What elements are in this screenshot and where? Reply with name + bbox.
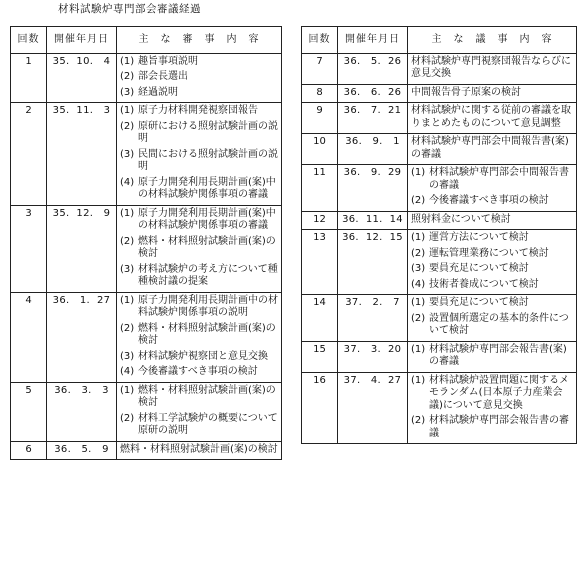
table-row	[11, 382, 282, 441]
meeting-date: 35. 12. 9	[47, 205, 117, 292]
table-header-row	[11, 27, 282, 54]
round-number: 1	[11, 53, 47, 103]
item-number: (3)	[411, 263, 426, 274]
item-number: (1)	[411, 297, 426, 308]
round-number: 5	[11, 382, 47, 441]
agenda-item	[120, 121, 278, 146]
item-text: 中間報告骨子原案の検討	[411, 86, 521, 98]
round-number: 2	[11, 103, 47, 206]
table-row	[302, 211, 577, 230]
agenda-item	[411, 167, 573, 192]
agenda-item	[120, 351, 278, 364]
item-text: 趣旨事項説明	[138, 55, 198, 67]
agenda-item	[411, 56, 573, 81]
agenda-item	[120, 56, 278, 69]
meeting-date: 36. 7. 21	[338, 103, 408, 134]
agenda-item	[411, 415, 573, 440]
table-row	[302, 165, 577, 212]
item-text: 原子力開発利用長期計画(案)中の材料試験炉関係事項の審議	[138, 207, 276, 231]
agenda-item	[120, 385, 278, 410]
agenda-item	[411, 214, 573, 227]
meeting-date: 37. 4. 27	[338, 372, 408, 444]
agenda-item	[411, 136, 573, 161]
item-text: 原子力開発利用長期計画中の材料試験炉関係事項の説明	[138, 294, 278, 318]
table-row	[302, 295, 577, 342]
item-text: 材料試験炉専門部会中間報告書(案)の審議	[411, 136, 569, 160]
item-number: (4)	[120, 176, 135, 188]
item-number: (2)	[120, 412, 135, 424]
agenda-item	[411, 313, 573, 338]
agenda-item	[120, 323, 278, 348]
meeting-date: 36. 11. 14	[338, 211, 408, 230]
agenda-item	[120, 71, 278, 84]
item-text: 運営方法について検討	[429, 232, 529, 243]
round-number: 9	[302, 103, 338, 134]
table-row	[11, 441, 282, 460]
agenda-item	[120, 87, 278, 100]
item-number: (1)	[411, 232, 426, 243]
item-number: (1)	[411, 374, 426, 386]
table-row	[302, 103, 577, 134]
agenda-items	[408, 103, 577, 134]
agenda-item	[411, 232, 573, 245]
table-row	[302, 134, 577, 165]
agenda-items	[117, 205, 282, 292]
agenda-items	[117, 382, 282, 441]
meeting-date: 36. 9. 1	[338, 134, 408, 165]
item-text: 材料試験炉の考え方について種種検討議の提案	[138, 263, 278, 287]
round-number: 16	[302, 372, 338, 444]
item-text: 材料試験炉専門部会報告書の審議	[429, 415, 569, 439]
agenda-item	[120, 236, 278, 261]
item-text: 燃料・材料照射試験計画(案)の検討	[138, 384, 276, 408]
agenda-item	[120, 413, 278, 438]
item-number: (2)	[120, 120, 135, 132]
round-number: 6	[11, 441, 47, 460]
item-number: (2)	[411, 312, 426, 324]
item-number: (2)	[411, 247, 426, 259]
round-number: 4	[11, 292, 47, 382]
item-text: 材料工学試験炉の概要について原研の説明	[138, 412, 278, 436]
agenda-item	[411, 297, 573, 310]
meeting-date: 35. 11. 3	[47, 103, 117, 206]
meeting-date: 36. 12. 15	[338, 230, 408, 295]
agenda-item	[120, 149, 278, 174]
agenda-items	[117, 292, 282, 382]
agenda-item	[120, 208, 278, 233]
item-text: 要員充足について検討	[429, 297, 529, 308]
item-text: 技術者養成について検討	[429, 278, 539, 290]
meeting-date: 36. 5. 9	[47, 441, 117, 460]
item-text: 材料試験炉視察団と意見交換	[138, 350, 268, 362]
meeting-date: 36. 6. 26	[338, 84, 408, 103]
item-text: 燃料・材料照射試験計画(案)の検討	[138, 322, 276, 346]
round-number: 14	[302, 295, 338, 342]
table-row	[11, 53, 282, 103]
header-round: 回数	[302, 27, 338, 54]
item-text: 材料試験炉に関する従前の審議を取りまとめたものについて意見調整	[411, 105, 571, 129]
agenda-item	[411, 263, 573, 276]
item-text: 民間における照射試験計画の説明	[138, 148, 278, 172]
item-text: 材料試験炉専門部会報告書(案)の審議	[429, 343, 567, 367]
item-text: 材料試験炉専門部会中間報告書の審議	[429, 167, 569, 191]
agenda-items	[117, 103, 282, 206]
item-text: 照射料金について検討	[411, 213, 511, 225]
round-number: 13	[302, 230, 338, 295]
page-title: 材料試験炉専門部会審議経過	[58, 3, 201, 15]
header-date: 開催年月日	[47, 27, 117, 54]
item-number: (1)	[120, 55, 135, 67]
item-number: (3)	[120, 86, 135, 98]
item-text: 部会長選出	[138, 71, 188, 82]
item-number: (3)	[120, 263, 135, 275]
item-number: (4)	[120, 366, 135, 377]
agenda-item	[120, 177, 278, 202]
agenda-item	[120, 295, 278, 320]
round-number: 7	[302, 53, 338, 84]
meeting-date: 36. 5. 26	[338, 53, 408, 84]
round-number: 10	[302, 134, 338, 165]
item-number: (1)	[120, 207, 135, 219]
item-text: 燃料・材料照射試験計画(案)の検討	[120, 443, 278, 455]
round-number: 12	[302, 211, 338, 230]
table-row	[11, 103, 282, 206]
table-header-row	[302, 27, 577, 54]
meeting-date: 37. 3. 20	[338, 341, 408, 372]
header-matters: 主 な 審 事 内 容	[117, 27, 282, 54]
agenda-items	[408, 53, 577, 84]
agenda-item	[411, 248, 573, 261]
table-row	[11, 292, 282, 382]
item-number: (2)	[411, 415, 426, 426]
round-number: 3	[11, 205, 47, 292]
meeting-date: 35. 10. 4	[47, 53, 117, 103]
agenda-items	[117, 53, 282, 103]
agenda-item	[411, 375, 573, 413]
agenda-item	[411, 105, 573, 130]
item-number: (2)	[411, 195, 426, 206]
meeting-date: 36. 3. 3	[47, 382, 117, 441]
item-number: (3)	[120, 350, 135, 362]
agenda-items	[408, 165, 577, 212]
meeting-date: 36. 1. 27	[47, 292, 117, 382]
item-text: 今後審議すべき事項の検討	[138, 366, 258, 377]
round-number: 11	[302, 165, 338, 212]
agenda-items	[408, 84, 577, 103]
agenda-items	[408, 372, 577, 444]
item-text: 材料試験炉設置問題に関するメモランダム(日本原子力産業会議)について意見交換	[429, 374, 569, 411]
item-number: (1)	[120, 384, 135, 396]
agenda-item	[411, 195, 573, 208]
table-row	[302, 84, 577, 103]
left-deliberation-table	[10, 26, 282, 460]
agenda-item	[411, 87, 573, 100]
round-number: 8	[302, 84, 338, 103]
header-date: 開催年月日	[338, 27, 408, 54]
agenda-items	[408, 211, 577, 230]
right-table-body	[302, 53, 577, 444]
agenda-items	[408, 230, 577, 295]
item-text: 原研における照射試験計画の説明	[138, 120, 278, 144]
agenda-items	[408, 134, 577, 165]
header-round: 回数	[11, 27, 47, 54]
left-table-body	[11, 53, 282, 460]
item-text: 燃料・材料照射試験計画(案)の検討	[138, 235, 276, 259]
item-number: (1)	[120, 294, 135, 306]
item-text: 経過説明	[138, 86, 178, 98]
table-row	[302, 341, 577, 372]
item-text: 原子力材料開発視察団報告	[138, 105, 258, 116]
round-number: 15	[302, 341, 338, 372]
table-row	[11, 205, 282, 292]
agenda-item	[120, 264, 278, 289]
agenda-items	[117, 441, 282, 460]
item-number: (2)	[120, 71, 135, 82]
item-text: 要員充足について検討	[429, 263, 529, 274]
header-matters: 主 な 議 事 内 容	[408, 27, 577, 54]
agenda-item	[120, 366, 278, 379]
item-text: 今後審議すべき事項の検討	[429, 195, 549, 206]
item-number: (2)	[120, 235, 135, 247]
item-number: (1)	[411, 167, 426, 178]
item-text: 材料試験炉専門視察団報告ならびに意見交換	[411, 55, 571, 79]
item-number: (1)	[120, 105, 135, 116]
item-text: 設置個所選定の基本的条件について検討	[429, 312, 569, 336]
item-number: (3)	[120, 148, 135, 160]
item-number: (4)	[411, 278, 426, 290]
meeting-date: 37. 2. 7	[338, 295, 408, 342]
item-text: 原子力開発利用長期計画(案)中の材料試験炉関係事項の審議	[138, 176, 276, 200]
item-number: (2)	[120, 322, 135, 334]
agenda-items	[408, 295, 577, 342]
agenda-item	[120, 444, 278, 457]
agenda-item	[120, 105, 278, 118]
agenda-items	[408, 341, 577, 372]
table-row	[302, 372, 577, 444]
meeting-date: 36. 9. 29	[338, 165, 408, 212]
item-text: 運転管理業務について検討	[429, 247, 549, 259]
item-number: (1)	[411, 343, 426, 355]
agenda-item	[411, 279, 573, 292]
table-row	[302, 53, 577, 84]
table-row	[302, 230, 577, 295]
right-deliberation-table	[301, 26, 577, 444]
agenda-item	[411, 344, 573, 369]
